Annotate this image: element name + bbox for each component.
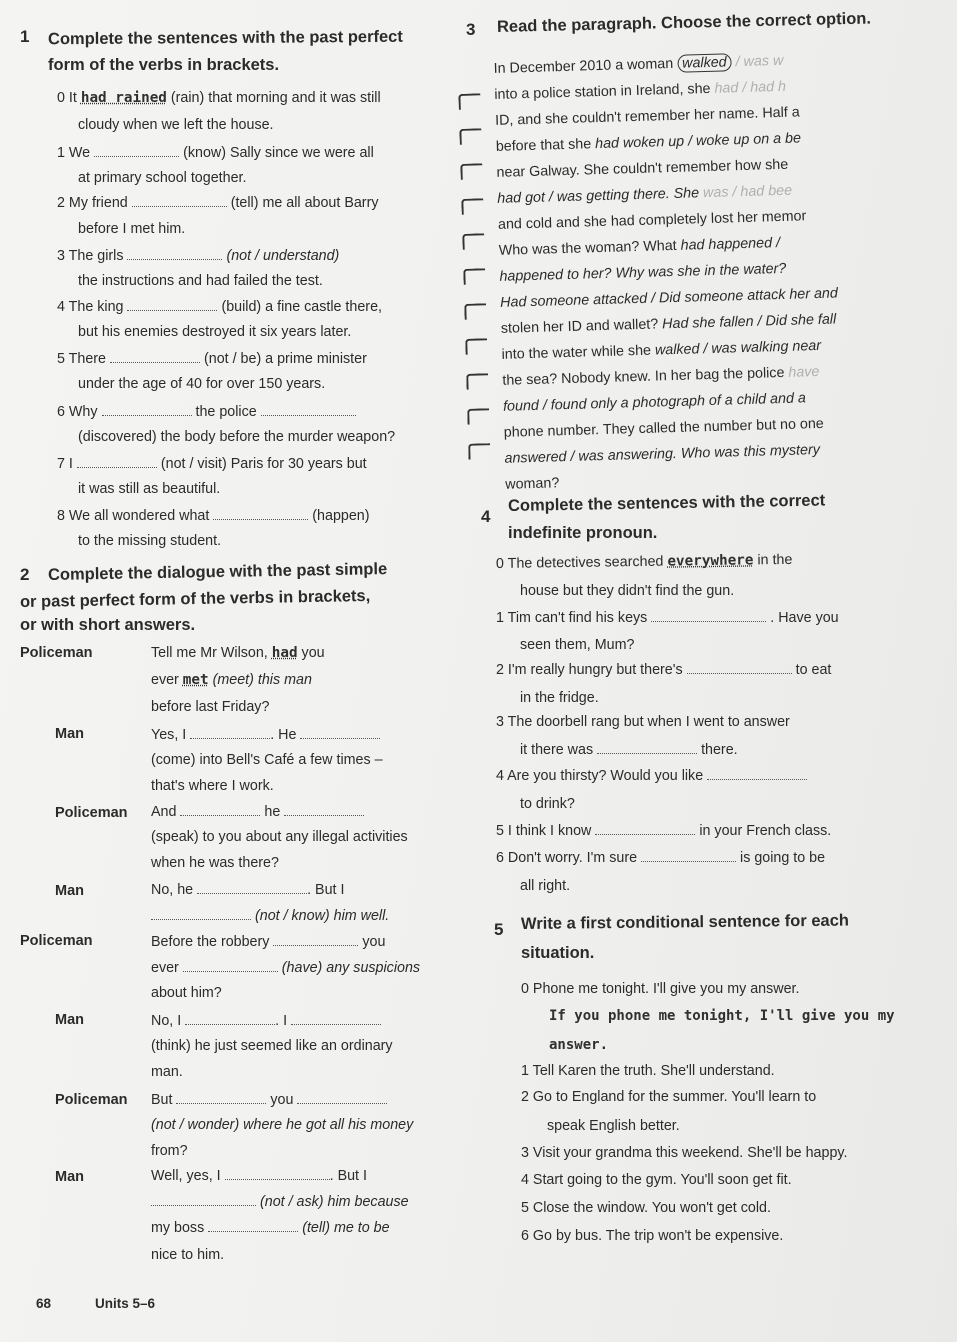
ex5-answer-0-line1: If you phone me tonight, I'll give you my — [549, 1008, 895, 1024]
ex5-title-line1: Write a first conditional sentence for each — [520, 911, 850, 933]
ex1-blank-4[interactable] — [127, 298, 217, 311]
ex3-line-4: before that she had woken up / woke up on a be — [495, 130, 802, 155]
ex5-title-line2: situation. — [521, 944, 595, 962]
ex4-blank-1[interactable] — [651, 609, 766, 622]
bracket-mark — [464, 303, 486, 320]
ex3-number: 3 — [466, 20, 476, 39]
ex2-blank-1[interactable] — [190, 726, 270, 739]
ex4-item-6-cont: all right. — [520, 878, 571, 894]
ex4-item-1: 1 Tim can't find his keys . Have you — [496, 610, 839, 626]
ex1-item-4: 4 The king (build) a fine castle there, — [57, 299, 382, 315]
ex3-line-2: into a police station in Ireland, she had / had h — [494, 78, 787, 103]
speaker-policeman: Policeman — [20, 933, 93, 949]
ex2-line-22: my boss (tell) me to be — [151, 1220, 390, 1236]
ex3-line-10[interactable]: Had someone attacked / Did someone attack her and — [499, 285, 839, 311]
bracket-mark — [458, 93, 480, 110]
ex3-line-6 — [497, 183, 792, 207]
ex2-line-16: man. — [151, 1064, 183, 1080]
ex2-line-6: And he — [151, 803, 364, 820]
ex4-item-3: 3 The doorbell rang but when I went to answer — [496, 714, 790, 730]
bracket-mark — [467, 408, 489, 425]
ex1-item-1-cont: at primary school together. — [78, 170, 247, 186]
ex4-title-line1: Complete the sentences with the correct — [507, 491, 826, 515]
ex1-item-8: 8 We all wondered what (happen) — [57, 508, 370, 524]
ex4-item-1-cont: seen them, Mum? — [520, 637, 635, 653]
ex1-blank-8[interactable] — [213, 507, 308, 520]
ex3-line-3: ID, and she couldn't remember her name. Half a — [494, 104, 800, 129]
ex2-line-23: nice to him. — [151, 1247, 225, 1263]
ex5-item-2: 2 Go to England for the summer. You'll learn to — [521, 1089, 817, 1105]
ex2-blank-3[interactable] — [180, 803, 260, 816]
ex1-item-7: 7 I (not / visit) Paris for 30 years but — [57, 456, 367, 472]
ex2-answer-0a: had — [271, 645, 298, 661]
ex2-line-14: No, I . I — [151, 1012, 381, 1029]
ex2-blank-6[interactable] — [273, 933, 358, 946]
ex2-blank-12[interactable] — [208, 1219, 298, 1232]
ex2-line-2: before last Friday? — [151, 699, 270, 715]
ex2-blank-8[interactable] — [291, 1012, 381, 1025]
ex1-item-3: 3 The girls (not / understand) — [57, 248, 340, 264]
ex2-line-9: No, he . But I — [151, 882, 345, 898]
ex3-line-14: found / found only a photograph of a child and a — [502, 390, 807, 415]
ex2-line-11: Before the robbery you — [151, 934, 386, 950]
speaker-man: Man — [55, 1169, 84, 1185]
ex1-item-8-cont: to the missing student. — [78, 533, 222, 549]
ex3-line-12: into the water while she walked / was walking near — [501, 337, 822, 363]
bracket-mark — [463, 268, 485, 285]
ex3-line-1: In December 2010 a woman walked / was w — [493, 52, 784, 77]
ex1-blank-6b[interactable] — [261, 403, 356, 416]
ex4-title-line2: indefinite pronoun. — [508, 524, 658, 542]
ex3-option-3[interactable]: had got / was getting there. She — [497, 185, 704, 207]
ex1-title-line1: Complete the sentences with the past perfect — [47, 27, 403, 49]
speaker-man: Man — [55, 883, 84, 899]
ex1-title-line2: form of the verbs in brackets. — [48, 56, 280, 74]
ex4-item-0-cont: house but they didn't find the gun. — [520, 583, 735, 599]
ex2-blank-10[interactable] — [225, 1167, 330, 1180]
ex5-item-1: 1 Tell Karen the truth. She'll understand. — [521, 1063, 775, 1079]
ex2-blank-5[interactable] — [151, 907, 251, 920]
ex1-blank-1[interactable] — [94, 144, 179, 157]
ex1-item-5-cont: under the age of 40 for over 150 years. — [78, 376, 326, 392]
ex2-title-line1: Complete the dialogue with the past simple — [47, 560, 388, 584]
ex5-item-2-cont: speak English better. — [547, 1118, 680, 1134]
ex2-blank-2[interactable] — [300, 726, 380, 739]
ex4-item-5: 5 I think I know in your French class. — [496, 823, 832, 839]
page-number: 68 — [36, 1296, 52, 1311]
ex1-blank-7[interactable] — [77, 455, 157, 468]
ex2-line-1: ever met (meet) this man — [151, 672, 312, 688]
ex3-line-9: happened to her? Why was she in the water? — [499, 260, 787, 285]
ex3-circled-answer[interactable]: walked — [677, 53, 732, 73]
ex4-item-4-cont: to drink? — [520, 796, 575, 812]
ex5-number: 5 — [494, 920, 504, 939]
speaker-policeman: Policeman — [20, 645, 93, 661]
bracket-mark — [462, 233, 484, 250]
speaker-policeman: Policeman — [55, 805, 128, 821]
ex2-title-line3: or with short answers. — [20, 616, 196, 634]
ex3-option-8[interactable]: walked / was walking near — [654, 337, 822, 359]
ex2-blank-9[interactable] — [176, 1091, 266, 1104]
ex1-item-6-cont: (discovered) the body before the murder weapon? — [78, 429, 396, 445]
ex1-item-7-cont: it was still as beautiful. — [78, 481, 221, 497]
ex1-item-0-cont: cloudy when we left the house. — [78, 117, 274, 133]
ex5-item-4: 4 Start going to the gym. You'll soon get fit. — [521, 1172, 792, 1188]
ex3-title: Read the paragraph. Choose the correct option. — [496, 9, 872, 36]
ex2-blank-7[interactable] — [185, 1012, 275, 1025]
ex3-line-5: near Galway. She couldn't remember how she — [496, 156, 789, 181]
bracket-mark — [468, 443, 490, 460]
ex2-title-line2: or past perfect form of the verbs in brackets, — [19, 586, 371, 612]
ex4-blank-6[interactable] — [641, 849, 736, 862]
ex4-blank-3[interactable] — [597, 741, 697, 754]
ex1-answer-0: had rained — [80, 90, 167, 106]
bracket-mark — [460, 163, 482, 180]
ex3-option-7[interactable]: Had she fallen / Did she fall — [661, 311, 837, 333]
ex3-line-7: and cold and she had completely lost her memor — [497, 208, 807, 233]
ex2-line-3: Yes, I . He — [151, 726, 380, 743]
ex3-line-11: stolen her ID and wallet? Had she fallen / Did she fall — [500, 311, 837, 337]
ex4-item-2: 2 I'm really hungry but there's to eat — [496, 662, 832, 678]
ex4-item-4: 4 Are you thirsty? Would you like — [496, 767, 807, 784]
bracket-mark — [459, 128, 481, 145]
ex4-answer-0: everywhere — [667, 552, 754, 570]
ex5-item-5: 5 Close the window. You won't get cold. — [521, 1200, 771, 1216]
ex1-blank-6a[interactable] — [102, 403, 192, 416]
ex3-option-9[interactable]: have — [788, 363, 820, 381]
ex3-option-5[interactable]: had happened / — [680, 235, 781, 254]
ex2-line-20: Well, yes, I . But I — [151, 1168, 367, 1184]
ex4-blank-5[interactable] — [595, 822, 695, 835]
speaker-man: Man — [55, 1012, 84, 1028]
ex2-answer-0b: met — [182, 672, 209, 688]
ex1-item-4-cont: but his enemies destroyed it six years later. — [78, 324, 352, 340]
ex2-blank-11[interactable] — [151, 1193, 256, 1206]
ex3-line-13: the sea? Nobody knew. In her bag the police have — [502, 363, 820, 389]
ex2-line-17: But you — [151, 1091, 387, 1108]
ex1-item-2: 2 My friend (tell) me all about Barry — [57, 195, 379, 211]
ex3-line-17: woman? — [505, 475, 560, 493]
ex4-blank-4[interactable] — [707, 767, 807, 780]
ex1-item-6: 6 Why the police — [57, 403, 356, 420]
ex2-line-0: Tell me Mr Wilson, had you — [151, 645, 325, 661]
ex2-blank-6b[interactable] — [183, 959, 278, 972]
speaker-man: Man — [55, 726, 84, 742]
ex1-item-2-cont: before I met him. — [78, 221, 186, 237]
ex2-line-12: ever (have) any suspicions — [151, 960, 421, 976]
ex1-item-0: 0 It had rained (rain) that morning and it was still — [57, 90, 381, 106]
ex4-item-0: 0 The detectives searched everywhere in the — [495, 551, 793, 572]
ex2-line-5: that's where I work. — [151, 778, 274, 794]
ex2-line-15: (think) he just seemed like an ordinary — [151, 1038, 393, 1054]
ex2-blank-3b[interactable] — [284, 803, 364, 816]
ex4-item-6: 6 Don't worry. I'm sure is going to be — [496, 850, 826, 866]
ex2-blank-9b[interactable] — [297, 1091, 387, 1104]
ex3-line-16[interactable]: answered / was answering. Who was this mystery — [504, 441, 821, 467]
ex1-item-5: 5 There (not / be) a prime minister — [57, 351, 367, 367]
ex2-line-19: from? — [151, 1143, 188, 1159]
ex2-line-13: about him? — [151, 985, 222, 1001]
ex4-item-2-cont: in the fridge. — [520, 690, 599, 706]
ex5-answer-0-line2: answer. — [549, 1037, 609, 1053]
bracket-mark — [461, 198, 483, 215]
ex3-option-1[interactable]: had / had h — [714, 78, 787, 97]
bracket-mark — [466, 373, 488, 390]
ex2-blank-4[interactable] — [197, 881, 307, 894]
ex2-line-18: (not / wonder) where he got all his money — [151, 1117, 414, 1133]
ex2-number: 2 — [20, 565, 30, 584]
ex1-blank-2[interactable] — [132, 194, 227, 207]
bracket-mark — [465, 338, 487, 355]
ex2-line-21: (not / ask) him because — [151, 1193, 409, 1210]
ex5-item-6: 6 Go by bus. The trip won't be expensive. — [521, 1228, 784, 1244]
units-label: Units 5–6 — [95, 1296, 156, 1311]
ex2-line-8: when he was there? — [151, 855, 279, 871]
ex1-item-1: 1 We (know) Sally since we were all — [57, 145, 374, 161]
ex1-blank-5[interactable] — [110, 350, 200, 363]
ex3-option-2[interactable]: had woken up / woke up on a be — [594, 130, 802, 153]
ex1-number: 1 — [20, 27, 30, 46]
speaker-policeman: Policeman — [55, 1092, 128, 1108]
ex5-item-0: 0 Phone me tonight. I'll give you my answer. — [521, 981, 800, 997]
ex4-number: 4 — [481, 507, 491, 526]
ex4-item-3-cont: it there was there. — [520, 742, 738, 758]
ex3-paragraph — [455, 32, 957, 496]
ex3-line-15: phone number. They called the number but no one — [503, 415, 824, 441]
ex5-item-3: 3 Visit your grandma this weekend. She'll be happy. — [521, 1145, 848, 1161]
ex3-option-4[interactable]: was / had bee — [702, 182, 793, 202]
ex4-blank-2[interactable] — [687, 661, 792, 674]
ex2-line-7: (speak) to you about any illegal activities — [151, 829, 408, 845]
ex2-line-4: (come) into Bell's Café a few times – — [151, 752, 383, 768]
ex3-line-8: Who was the woman? What had happened / — [498, 235, 781, 259]
ex2-line-10: (not / know) him well. — [151, 907, 389, 924]
ex1-blank-3[interactable] — [127, 247, 222, 260]
ex1-item-3-cont: the instructions and had failed the test. — [78, 273, 323, 289]
